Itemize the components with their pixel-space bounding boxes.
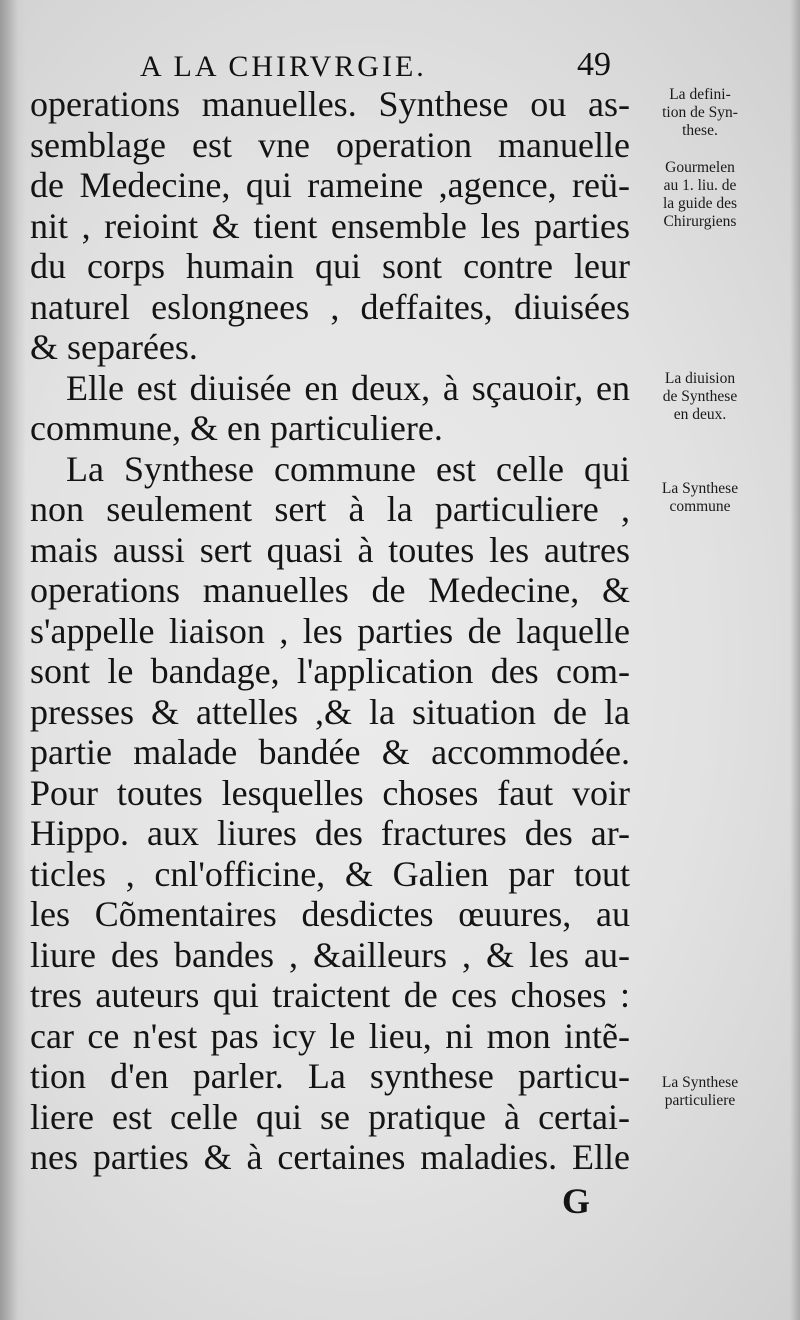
marginal-note-line: Gourmelen	[665, 159, 735, 176]
marginal-note-line: tion de Syn-	[662, 104, 738, 121]
text-line: naturel eslongnees , deffaites, diuisées	[30, 286, 630, 327]
page-number: 49	[577, 46, 611, 83]
text-line: de Medecine, qui rameine ,agence, reü-	[30, 165, 630, 205]
text-line: mais aussi sert quasi à toutes les autres	[30, 529, 630, 570]
main-text-block	[30, 84, 630, 1178]
marginal-note-line: en deux.	[673, 406, 727, 423]
text-line: s'appelle liaison , les parties de laquelle	[30, 610, 630, 651]
marginal-note-line: commune	[669, 498, 731, 515]
page-edge-shadow-right	[790, 0, 800, 1320]
marginal-note-line: La diuision	[664, 370, 736, 387]
marginal-note-line: La Synthese	[661, 480, 739, 497]
marginal-note-definition	[632, 86, 768, 140]
text-line: La Synthese commune est celle qui	[66, 448, 630, 489]
marginal-note-division	[632, 370, 768, 424]
text-line: les Cõmentaires desdictes œuures, au	[30, 894, 630, 934]
running-title: A LA CHIRVRGIE.	[140, 50, 427, 83]
marginal-note-line: La Synthese	[661, 1074, 739, 1091]
text-line: operations manuelles de Medecine, &	[30, 570, 630, 610]
marginal-note-line: au 1. liu. de	[663, 177, 737, 194]
text-line: presses & attelles ,& la situation de la	[30, 691, 630, 732]
text-line: car ce n'est pas icy le lieu, ni mon intẽ-	[30, 1015, 630, 1056]
text-line: Elle est diuisée en deux, à sçauoir, en	[66, 367, 630, 408]
text-line: sont le bandage, l'application des com-	[30, 651, 630, 691]
marginal-note-line: particuliere	[664, 1092, 736, 1109]
text-line: liere est celle qui se pratique à certai-	[30, 1096, 630, 1137]
marginal-note-line: de Synthese	[662, 388, 738, 405]
text-line: partie malade bandée & accommodée.	[30, 732, 630, 772]
text-line: operations manuelles. Synthese ou as-	[30, 84, 630, 124]
text-line: nes parties & à certaines maladies. Elle	[30, 1137, 630, 1177]
marginal-note-common-synthesis	[632, 480, 768, 516]
marginal-note-line: la guide des	[662, 195, 738, 212]
page-edge-shadow-left	[0, 0, 26, 1320]
signature-mark: G	[562, 1181, 591, 1221]
text-line: semblage est vne operation manuelle	[30, 124, 630, 165]
text-line: Pour toutes lesquelles choses faut voir	[30, 772, 630, 813]
marginal-note-line: these.	[682, 122, 718, 139]
marginal-note-line: Chirurgiens	[663, 213, 737, 230]
text-line: nit , reioint & tient ensemble les parties	[30, 205, 630, 246]
marginal-note-line: La defini-	[669, 86, 731, 103]
text-line: tion d'en parler. La synthese particu-	[30, 1056, 630, 1096]
text-line: & separées.	[30, 327, 198, 367]
text-line: non seulement sert à la particuliere ,	[30, 489, 630, 529]
text-line: commune, & en particuliere.	[30, 408, 443, 448]
text-line: ticles , cnl'officine, & Galien par tout	[30, 853, 630, 894]
text-line: du corps humain qui sont contre leur	[30, 246, 630, 286]
marginal-note-particular-synthesis	[632, 1074, 768, 1110]
text-line: tres auteurs qui traictent de ces choses :	[30, 975, 630, 1015]
text-line: liure des bandes , &ailleurs , & les au-	[30, 934, 630, 975]
marginal-note-reference	[632, 159, 768, 231]
text-line: Hippo. aux liures des fractures des ar-	[30, 813, 630, 853]
